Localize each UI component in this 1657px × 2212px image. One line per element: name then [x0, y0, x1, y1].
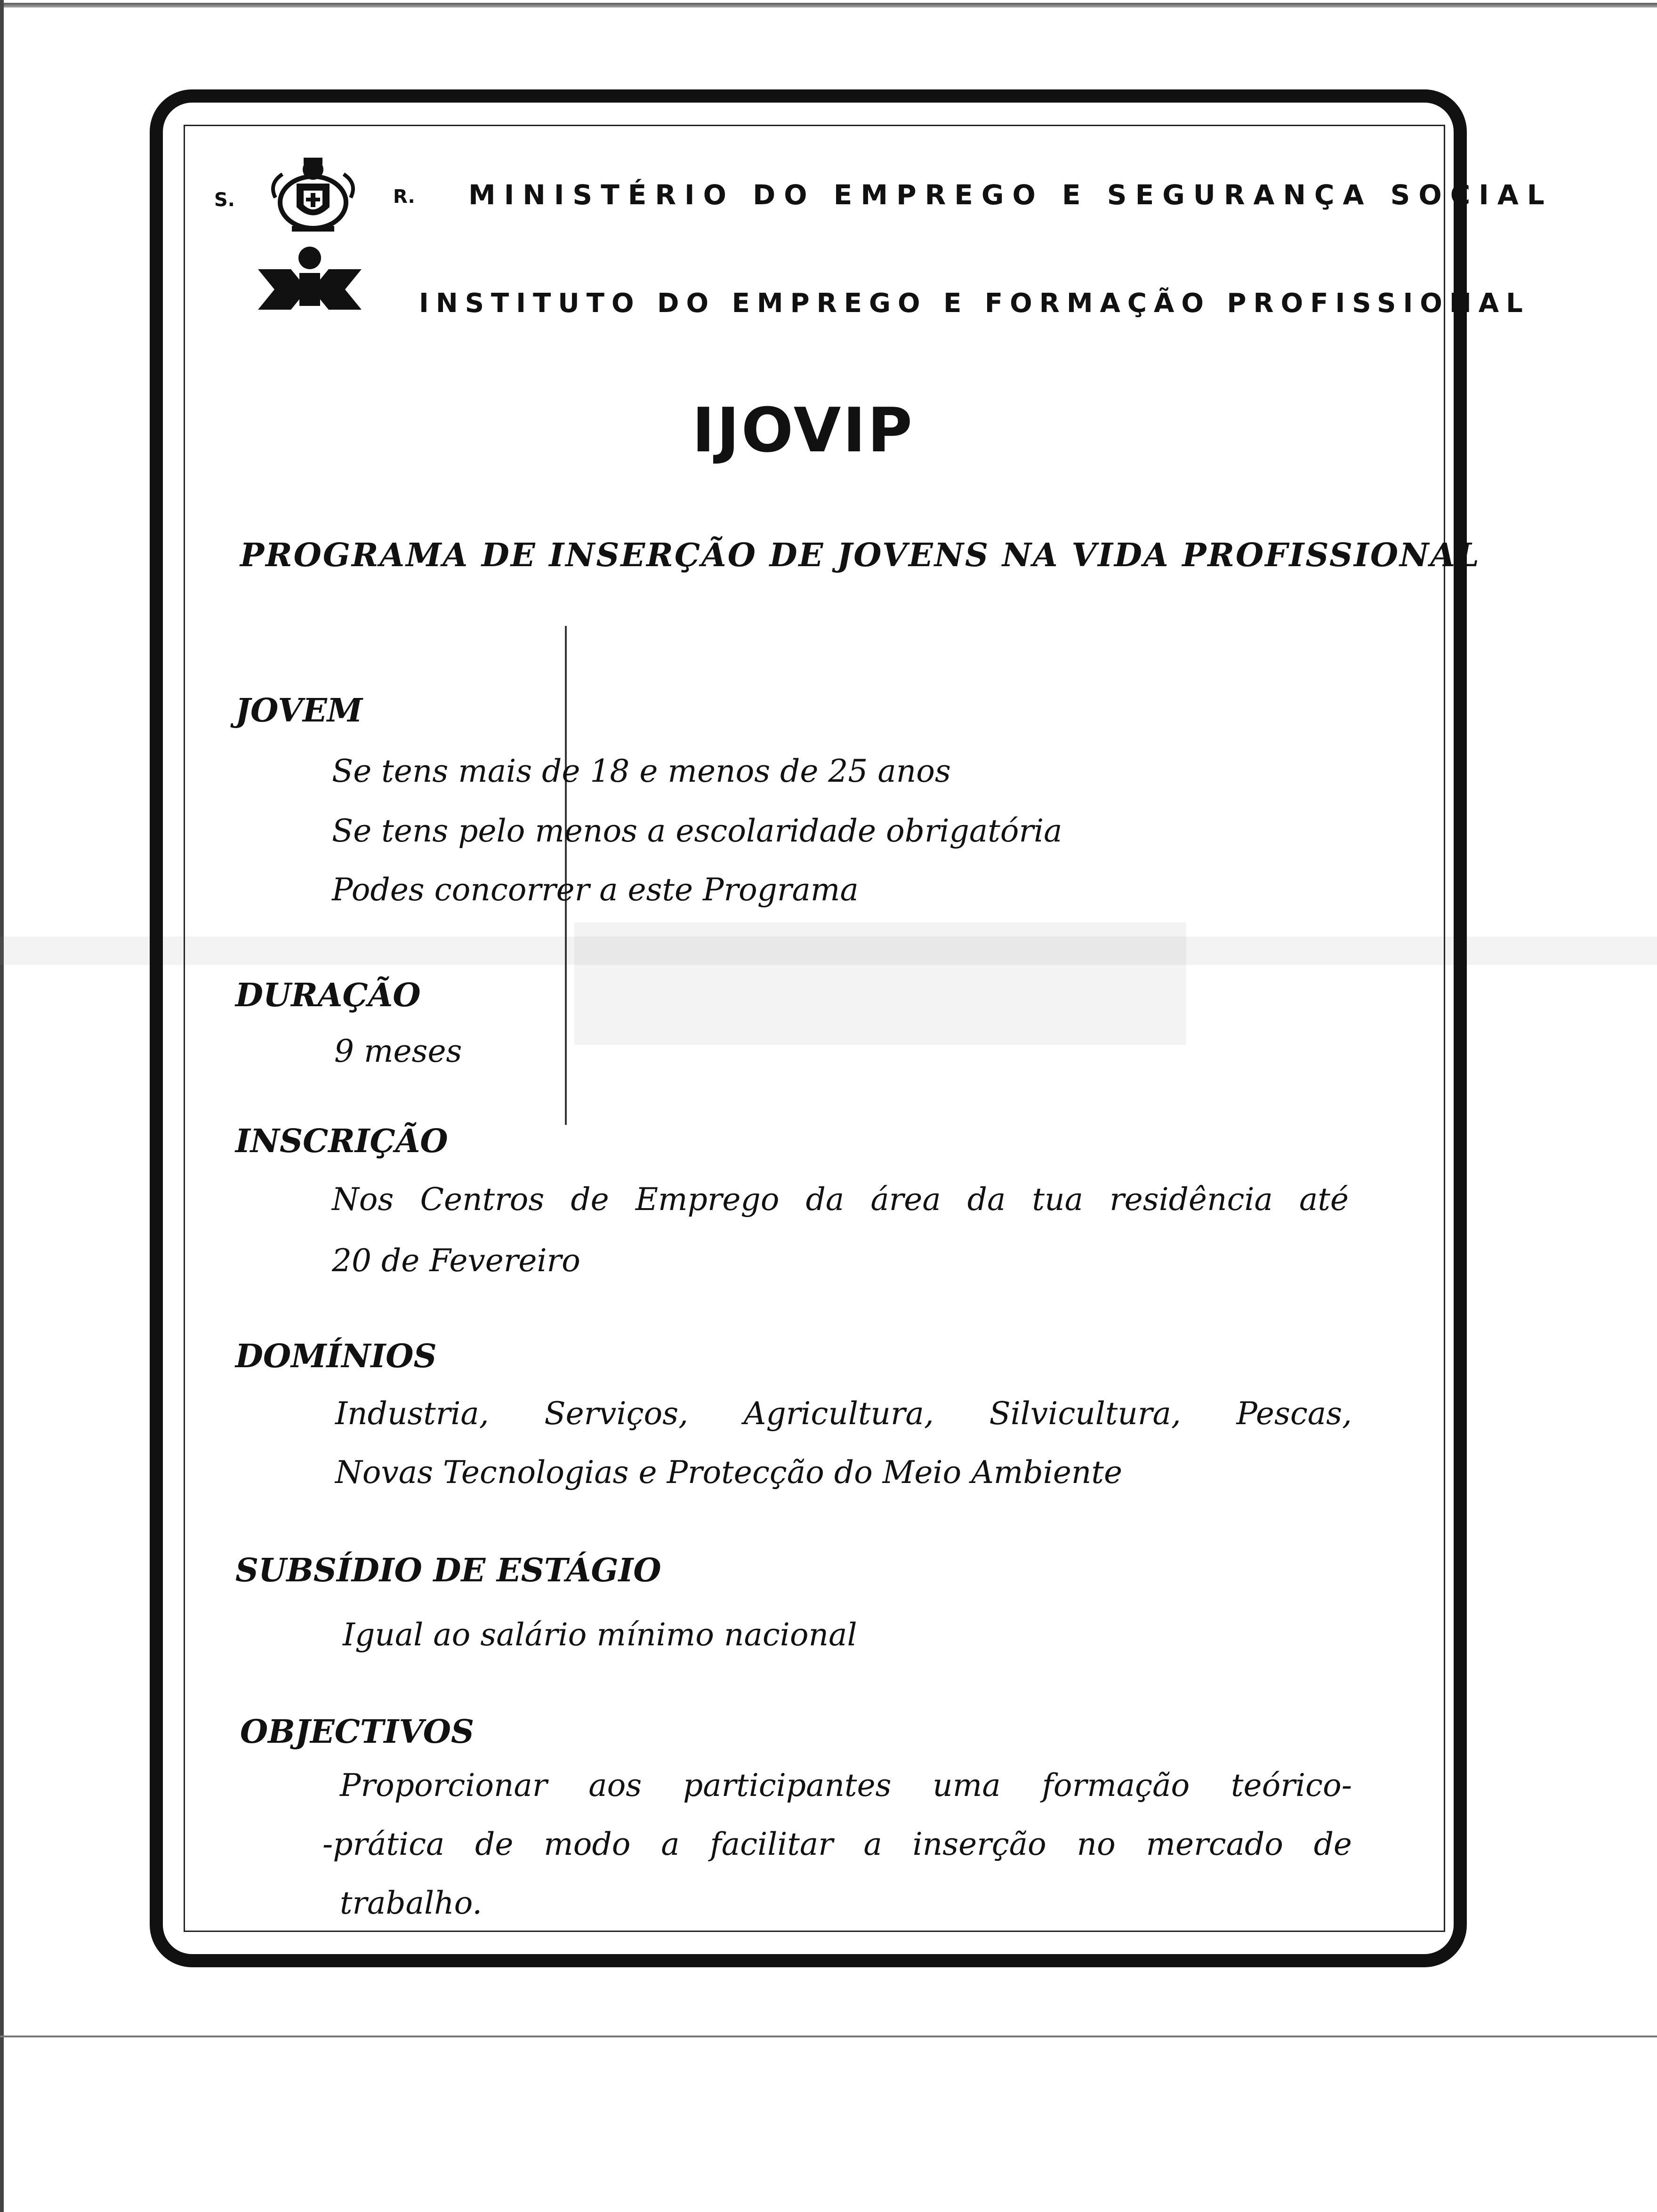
section-line: Se tens mais de 18 e menos de 25 anos [332, 753, 951, 789]
section-line: 9 meses [334, 1033, 462, 1069]
scan-fold-line [0, 2036, 1657, 2037]
section-line: trabalho. [340, 1885, 483, 1921]
document-title: IJOVIP [692, 394, 915, 466]
section-line: Novas Tecnologias e Protecção do Meio Ambiente [335, 1454, 1123, 1491]
scan-edge-top [0, 3, 1657, 8]
section-heading-duracao: DURAÇÃO [235, 977, 421, 1014]
section-line: Se tens pelo menos a escolaridade obrigatória [332, 813, 1062, 849]
section-line: Nos Centros de Emprego da área da tua residência até [332, 1181, 1349, 1218]
section-heading-subsidio: SUBSÍDIO DE ESTÁGIO [235, 1552, 661, 1589]
coat-of-arms-icon [266, 155, 360, 235]
section-line: -prática de modo a facilitar a inserção no mercado de [322, 1826, 1352, 1862]
section-heading-objectivos: OBJECTIVOS [240, 1713, 475, 1751]
program-name: PROGRAMA DE INSERÇÃO DE JOVENS NA VIDA PROFISSIONAL [240, 537, 1480, 574]
section-heading-dominios: DOMÍNIOS [235, 1338, 437, 1375]
section-heading-jovem: JOVEM [235, 692, 363, 729]
ministry-name: MINISTÉRIO DO EMPREGO E SEGURANÇA SOCIAL [468, 179, 1553, 211]
section-line: Proporcionar aos participantes uma formação teórico- [340, 1767, 1352, 1803]
section-line: Industria, Serviços, Agricultura, Silvicultura, Pescas, [335, 1395, 1352, 1432]
institute-name: INSTITUTO DO EMPREGO E FORMAÇÃO PROFISSIONAL [419, 288, 1530, 319]
sr-right-letter: R. [393, 186, 415, 208]
sr-left-letter: S. [214, 189, 235, 211]
iefp-logo-icon [258, 245, 362, 315]
section-line: Igual ao salário mínimo nacional [343, 1617, 857, 1653]
section-line: Podes concorrer a este Programa [332, 872, 859, 908]
scan-edge-left [0, 0, 4, 2212]
section-line: 20 de Fevereiro [332, 1242, 580, 1279]
section-heading-inscricao: INSCRIÇÃO [235, 1122, 448, 1160]
